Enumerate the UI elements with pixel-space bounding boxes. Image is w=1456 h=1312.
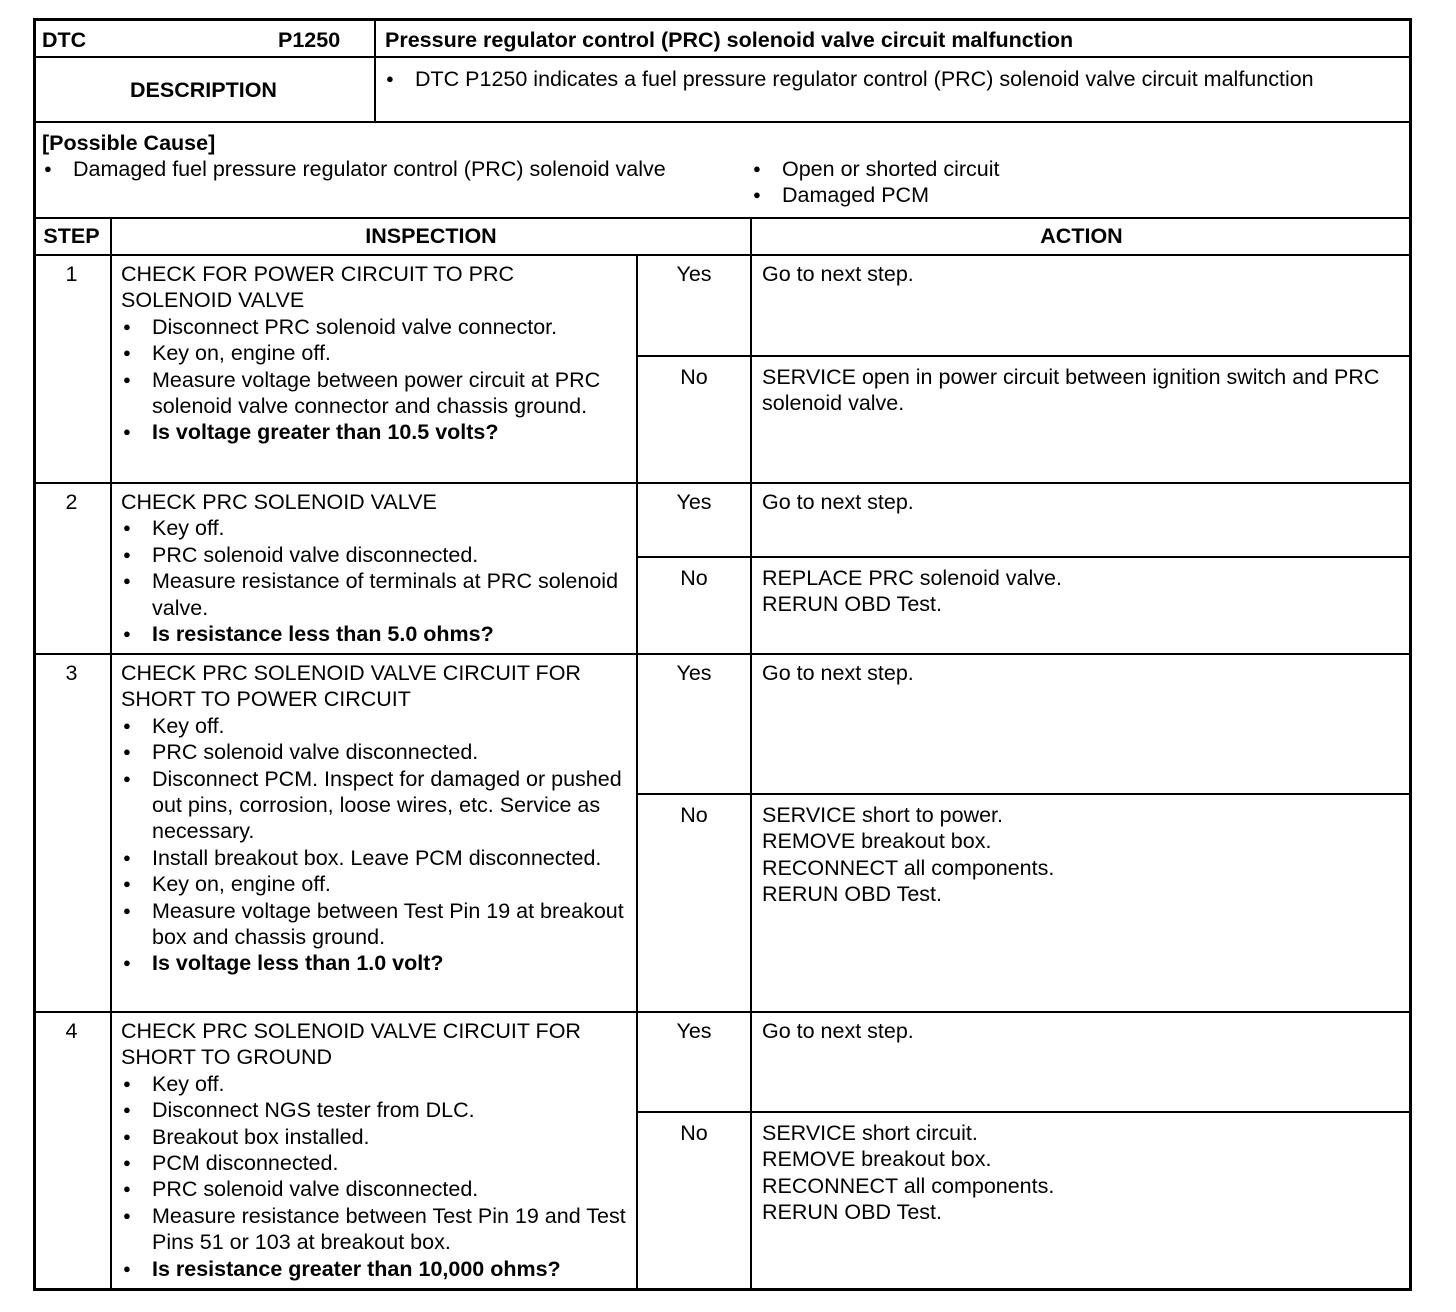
divider <box>636 1111 1412 1113</box>
step-inspection <box>121 1018 626 1282</box>
inspection-item: ● Breakout box installed. <box>121 1124 626 1150</box>
divider <box>33 653 1412 655</box>
divider <box>374 18 376 122</box>
possible-cause-right <box>751 156 1391 209</box>
no-label: No <box>680 803 708 827</box>
no-label: No <box>680 566 708 590</box>
inspection-item: ● Key on, engine off. <box>121 340 626 366</box>
divider <box>33 121 1412 123</box>
divider <box>33 217 1412 219</box>
inspection-item: ● Key off. <box>121 713 626 739</box>
inspection-item: ● Key off. <box>121 515 626 541</box>
inspection-item: ● Is resistance less than 5.0 ohms? <box>121 621 626 647</box>
possible-cause-item: ● Damaged PCM <box>751 182 1391 208</box>
inspection-item: ● Key off. <box>121 1071 626 1097</box>
dtc-code: P1250 <box>278 28 341 52</box>
step-title: CHECK FOR POWER CIRCUIT TO PRC SOLENOID VALVE <box>121 262 515 313</box>
column-step: STEP <box>43 224 100 248</box>
inspection-item: ● Disconnect PCM. Inspect for damaged or pushed out pins, corrosion, loose wires, etc. Service as necessary. <box>121 766 626 845</box>
step-number: 3 <box>65 661 78 685</box>
step-title: CHECK PRC SOLENOID VALVE CIRCUIT FOR SHORT TO POWER CIRCUIT <box>121 661 581 712</box>
inspection-item: ● PCM disconnected. <box>121 1150 626 1176</box>
no-action: SERVICE short circuit. REMOVE breakout box. RECONNECT all components. RERUN OBD Test. <box>762 1121 1055 1225</box>
inspection-item: ● Measure voltage between Test Pin 19 at breakout box and chassis ground. <box>121 898 626 951</box>
possible-cause-left <box>42 156 722 182</box>
step-title: CHECK PRC SOLENOID VALVE <box>121 490 437 514</box>
yes-label: Yes <box>676 661 712 685</box>
step-number: 2 <box>65 490 78 514</box>
divider <box>33 1011 1412 1013</box>
divider <box>33 56 1412 58</box>
dtc-title: Pressure regulator control (PRC) solenoid valve circuit malfunction <box>385 28 1074 52</box>
inspection-item: ● PRC solenoid valve disconnected. <box>121 1176 626 1202</box>
no-label: No <box>680 365 708 389</box>
inspection-item: ● PRC solenoid valve disconnected. <box>121 739 626 765</box>
description-label: DESCRIPTION <box>130 78 277 102</box>
step-inspection <box>121 489 626 647</box>
divider <box>33 254 1412 256</box>
no-label: No <box>680 1121 708 1145</box>
possible-cause-label: [Possible Cause] <box>42 131 216 155</box>
step-number: 1 <box>65 262 78 286</box>
yes-label: Yes <box>676 1019 712 1043</box>
divider <box>110 218 112 1290</box>
yes-action: Go to next step. <box>762 1019 914 1043</box>
divider <box>636 556 1412 558</box>
dtc-label: DTC <box>42 28 87 52</box>
step-inspection <box>121 261 626 446</box>
step-number: 4 <box>65 1019 78 1043</box>
yes-action: Go to next step. <box>762 490 914 514</box>
step-title: CHECK PRC SOLENOID VALVE CIRCUIT FOR SHORT TO GROUND <box>121 1019 581 1070</box>
inspection-item: ● Install breakout box. Leave PCM disconnected. <box>121 845 626 871</box>
inspection-item: ● Measure voltage between power circuit at PRC solenoid valve connector and chassis ground. <box>121 367 626 420</box>
divider <box>750 218 752 1290</box>
no-action: SERVICE short to power. REMOVE breakout box. RECONNECT all components. RERUN OBD Test. <box>762 803 1055 907</box>
inspection-item: ● Disconnect PRC solenoid valve connector. <box>121 314 626 340</box>
inspection-item: ● Key on, engine off. <box>121 871 626 897</box>
yes-label: Yes <box>676 262 712 286</box>
inspection-item: ● PRC solenoid valve disconnected. <box>121 542 626 568</box>
yes-action: Go to next step. <box>762 661 914 685</box>
inspection-item: ● Measure resistance between Test Pin 19 and Test Pins 51 or 103 at breakout box. <box>121 1203 626 1256</box>
inspection-item: ● Is voltage less than 1.0 volt? <box>121 950 626 976</box>
divider <box>636 355 1412 357</box>
inspection-item: ● Is resistance greater than 10,000 ohms? <box>121 1256 626 1282</box>
no-action: REPLACE PRC solenoid valve. RERUN OBD Test. <box>762 566 1062 617</box>
inspection-item: ● Measure resistance of terminals at PRC solenoid valve. <box>121 568 626 621</box>
inspection-item: ● Is voltage greater than 10.5 volts? <box>121 419 626 445</box>
possible-cause-item: ● Open or shorted circuit <box>751 156 1391 182</box>
description-text: ● DTC P1250 indicates a fuel pressure regulator control (PRC) solenoid valve circuit malfunction <box>384 66 1384 92</box>
yes-label: Yes <box>676 490 712 514</box>
column-action: ACTION <box>1040 224 1123 248</box>
divider <box>636 793 1412 795</box>
step-inspection <box>121 660 626 977</box>
divider <box>33 482 1412 484</box>
no-action: SERVICE open in power circuit between ignition switch and PRC solenoid valve. <box>762 365 1380 416</box>
yes-action: Go to next step. <box>762 262 914 286</box>
possible-cause-item: ● Damaged fuel pressure regulator control (PRC) solenoid valve <box>42 156 722 182</box>
inspection-item: ● Disconnect NGS tester from DLC. <box>121 1097 626 1123</box>
column-inspection: INSPECTION <box>365 224 497 248</box>
